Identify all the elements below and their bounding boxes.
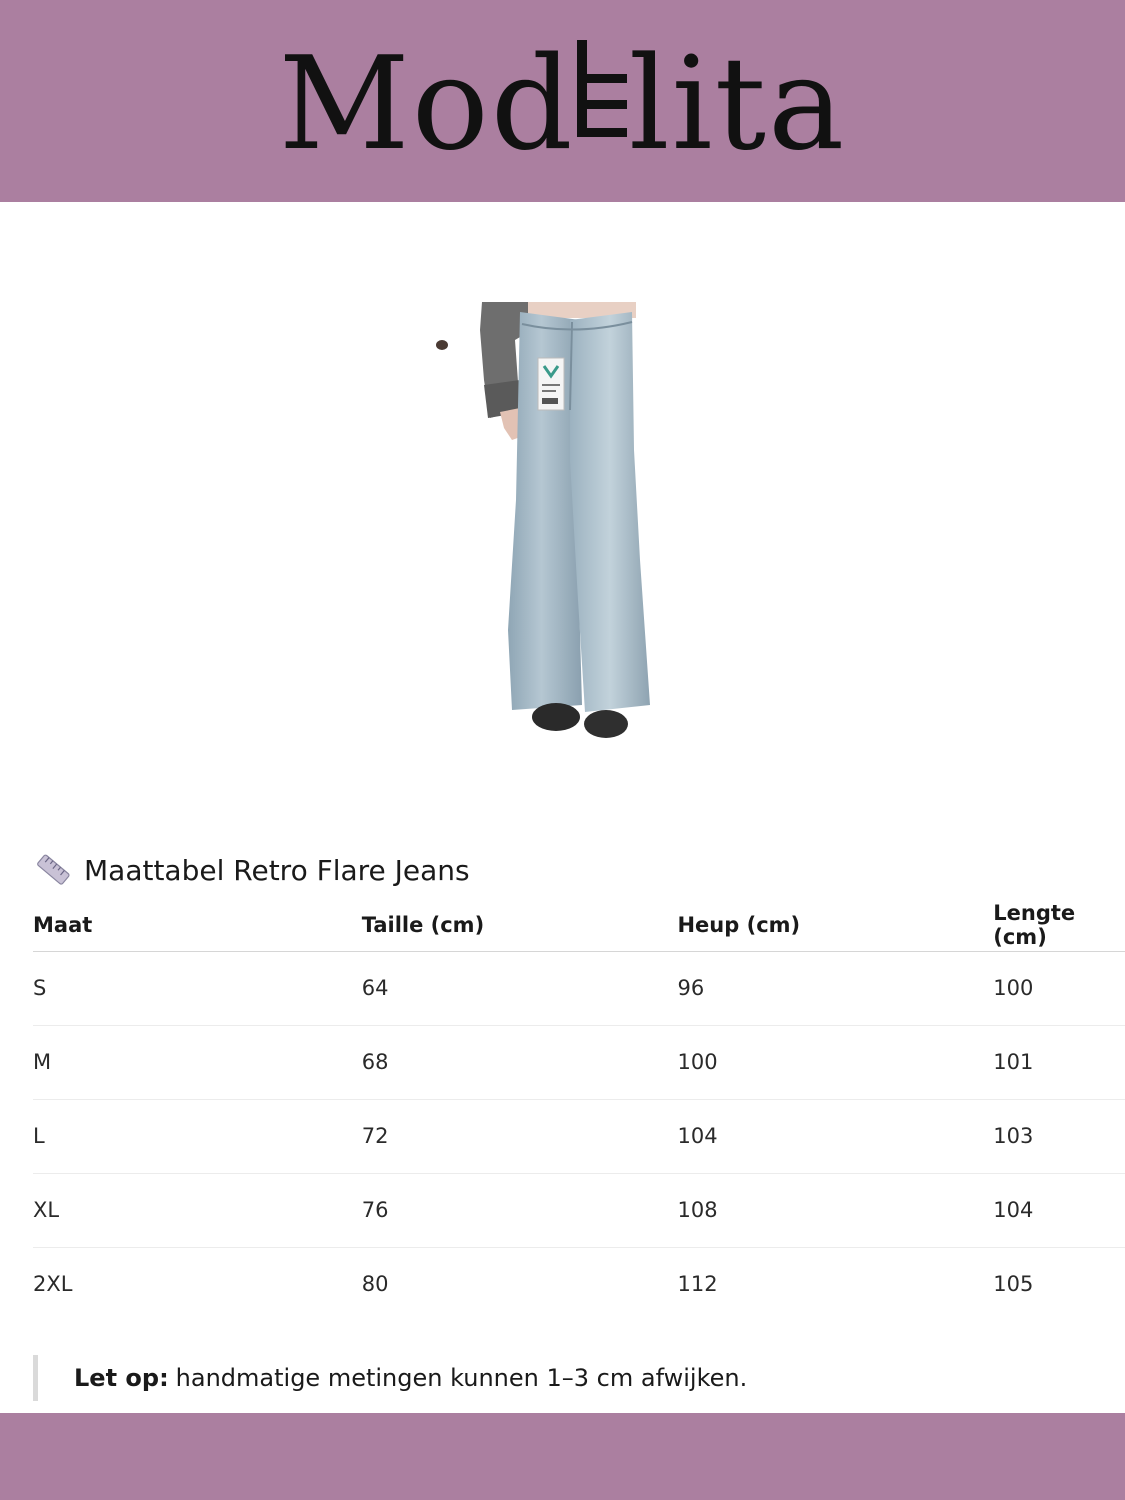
table-cell: 72 (362, 1099, 678, 1173)
column-header: Taille (cm) (362, 900, 678, 951)
table-cell: 108 (677, 1173, 993, 1247)
column-header: Maat (33, 900, 362, 951)
table-header-row (33, 900, 1125, 951)
table-row (33, 1247, 1125, 1321)
table-cell: 100 (677, 1025, 993, 1099)
logo-text-right: lita (628, 30, 847, 179)
table-row (33, 1173, 1125, 1247)
table-row (33, 1025, 1125, 1099)
table-cell: 68 (362, 1025, 678, 1099)
column-header: Lengte (cm) (993, 900, 1125, 951)
table-row (33, 951, 1125, 1025)
table-cell: 104 (993, 1173, 1125, 1247)
table-cell: M (33, 1025, 362, 1099)
table-cell: 105 (993, 1272, 1034, 1297)
table-cell: 100 (993, 951, 1125, 1025)
brand-logo (0, 28, 1125, 178)
size-chart-table (33, 900, 1125, 1321)
table-cell: 76 (362, 1173, 678, 1247)
table-cell: 64 (362, 951, 678, 1025)
logo-e-glyph (577, 28, 627, 148)
table-cell: 101 (993, 1025, 1125, 1099)
table-cell: 96 (677, 951, 993, 1025)
column-header: Heup (cm) (677, 900, 993, 951)
flare-jeans-photo (420, 300, 660, 745)
logo-text-left: Mod (278, 30, 575, 179)
table-cell: XL (33, 1173, 362, 1247)
note-text: handmatige metingen kunnen 1–3 cm afwijken. (175, 1364, 748, 1392)
table-cell: 103 (993, 1099, 1125, 1173)
size-chart-title: Maattabel Retro Flare Jeans (84, 853, 470, 887)
size-chart-heading (36, 848, 470, 892)
table-cell: S (33, 951, 362, 1025)
footer-band (0, 1413, 1125, 1500)
note-label: Let op: (74, 1364, 169, 1392)
measurement-note (33, 1355, 747, 1401)
table-cell: 2XL (33, 1272, 73, 1297)
ruler-icon (36, 853, 70, 887)
table-cell: 80 (361, 1272, 389, 1297)
table-cell: L (33, 1099, 362, 1173)
table-cell: 112 (677, 1272, 718, 1297)
table-cell: 104 (677, 1099, 993, 1173)
table-row (33, 1099, 1125, 1173)
